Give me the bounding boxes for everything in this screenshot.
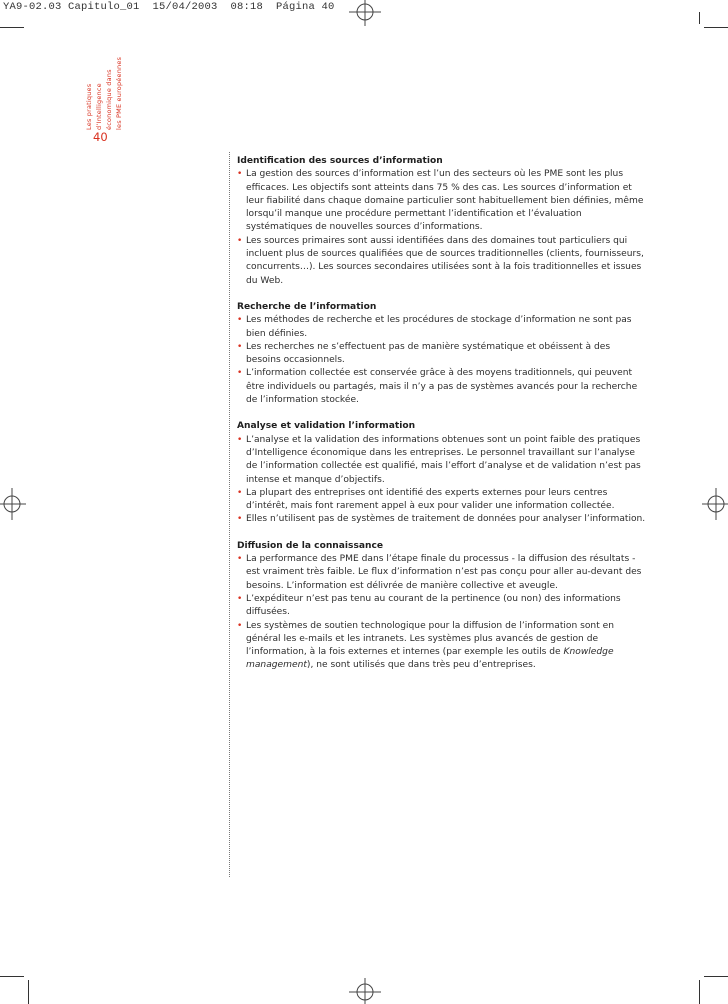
list-item (237, 620, 647, 673)
crop-mark (0, 976, 24, 977)
bullet-icon: • (237, 620, 243, 631)
registration-mark-right (702, 488, 728, 520)
bullet-icon: • (237, 315, 243, 326)
list-item (237, 553, 647, 593)
section-heading: Recherche de l’information (237, 301, 377, 312)
running-head-line: les PME européennes (115, 56, 123, 130)
crop-mark (28, 980, 29, 1004)
body-text (237, 155, 647, 686)
section-heading: Identification des sources d’information (237, 156, 443, 166)
running-head-line: d’Intelligence (95, 83, 103, 130)
list-item (237, 434, 647, 487)
section-analyse (237, 420, 647, 526)
crop-mark (699, 12, 700, 24)
list-item (237, 593, 647, 620)
registration-mark-left (0, 488, 26, 520)
list-item-text: Elles n’utilisent pas de systèmes de traitement de données pour analyser l’information. (246, 514, 646, 525)
dotted-margin-rule (229, 152, 230, 877)
running-head-line: économique dans (105, 69, 113, 130)
list-item (237, 168, 647, 234)
list-item-text: L’information collectée est conservée grâce à des moyens traditionnels, qui peuvent être individuels ou partagés, mais il n’y a pas de systèmes avancés pour la recherche de l’information stockée. (246, 368, 638, 406)
crop-mark (699, 980, 700, 1004)
list-item-text-start: Les systèmes de soutien technologique pour la diffusion de l’information sont en général les e-mails et les intranets. Les systèmes plus avancés de gestion de l’information, à la fois externes et internes (par exemple les outils de (246, 620, 615, 658)
list-item-text-end: ), ne sont utilisés que dans très peu d’entreprises. (306, 660, 536, 671)
crop-mark (704, 27, 728, 28)
bullet-icon: • (237, 169, 243, 180)
page-number: 40 (93, 130, 108, 144)
crop-mark (0, 27, 24, 28)
running-head-line: Les pratiques (85, 83, 93, 130)
list-item-text: La gestion des sources d’information est l’un des secteurs où les PME sont les plus efficaces. Les objectifs sont atteints dans 75 % des cas. Les sources d’information et leur fiabilité dans chaque domaine particulier sont habituellement bien définies, même lorsqu’il manque une procédure permettant l’identification et l’évaluation systématiques de nouvelles sources d’informations. (246, 169, 644, 233)
section-heading: Analyse et validation l’information (237, 421, 416, 432)
bullet-icon: • (237, 487, 243, 498)
crop-mark (704, 976, 728, 977)
list-item (237, 314, 647, 341)
list-item-text: Les méthodes de recherche et les procédures de stockage d’information ne sont pas bien définies. (246, 315, 632, 339)
bullet-icon: • (237, 235, 243, 246)
list-item (237, 235, 647, 288)
printer-slug: YA9-02.03 Capitulo_01 15/04/2003 08:18 Página 40 (3, 1, 335, 13)
bullet-icon: • (237, 514, 243, 525)
list-item (237, 367, 647, 407)
list-item (237, 341, 647, 368)
running-head (85, 30, 185, 130)
list-item-text: La performance des PME dans l’étape finale du processus - la diffusion des résultats - est vraiment très faible. Le flux d’information n’est pas conçu pour aller au-devant des besoins. L’information est délivrée de manière collective et aveugle. (246, 554, 642, 591)
registration-mark-bottom (349, 978, 381, 1004)
italic-term: Knowledge management (246, 647, 614, 671)
list-item-text: L’expéditeur n’est pas tenu au courant de la pertinence (ou non) des informations diffusées. (246, 593, 621, 618)
list-item (237, 487, 647, 514)
list-item-text: L’analyse et la validation des informations obtenues sont un point faible des pratiques d’Intelligence économique dans les entreprises. Le personnel travaillant sur l’analyse de l’information collectée est qualifié, mais l’effort d’analyse et de validation n’est pas intense et manque d’objectifs. (246, 434, 641, 485)
bullet-icon: • (237, 368, 243, 379)
list-item-text: La plupart des entreprises ont identifié des experts externes pour leurs centres d’intérêt, mais font rarement appel à eux pour valider une information collectée. (246, 487, 615, 512)
list-item-text: Les sources primaires sont aussi identifiées dans des domaines tout particuliers qui incluent plus de sources qualifiées que de sources traditionnelles (clients, fournisseurs, concurrents…). Les sources secondaires utilisées sont à la fois traditionnelles et issues du Web. (246, 235, 644, 286)
registration-mark-top (349, 0, 381, 26)
section-identification (237, 155, 647, 288)
bullet-icon: • (237, 434, 243, 445)
section-recherche (237, 301, 647, 407)
bullet-icon: • (237, 593, 243, 604)
bullet-icon: • (237, 554, 243, 565)
list-item-text: Les recherches ne s’effectuent pas de manière systématique et obéissent à des besoins occasionnels. (246, 341, 611, 366)
section-diffusion (237, 540, 647, 673)
bullet-icon: • (237, 341, 243, 352)
section-heading: Diffusion de la connaissance (237, 540, 384, 551)
list-item (237, 513, 647, 526)
